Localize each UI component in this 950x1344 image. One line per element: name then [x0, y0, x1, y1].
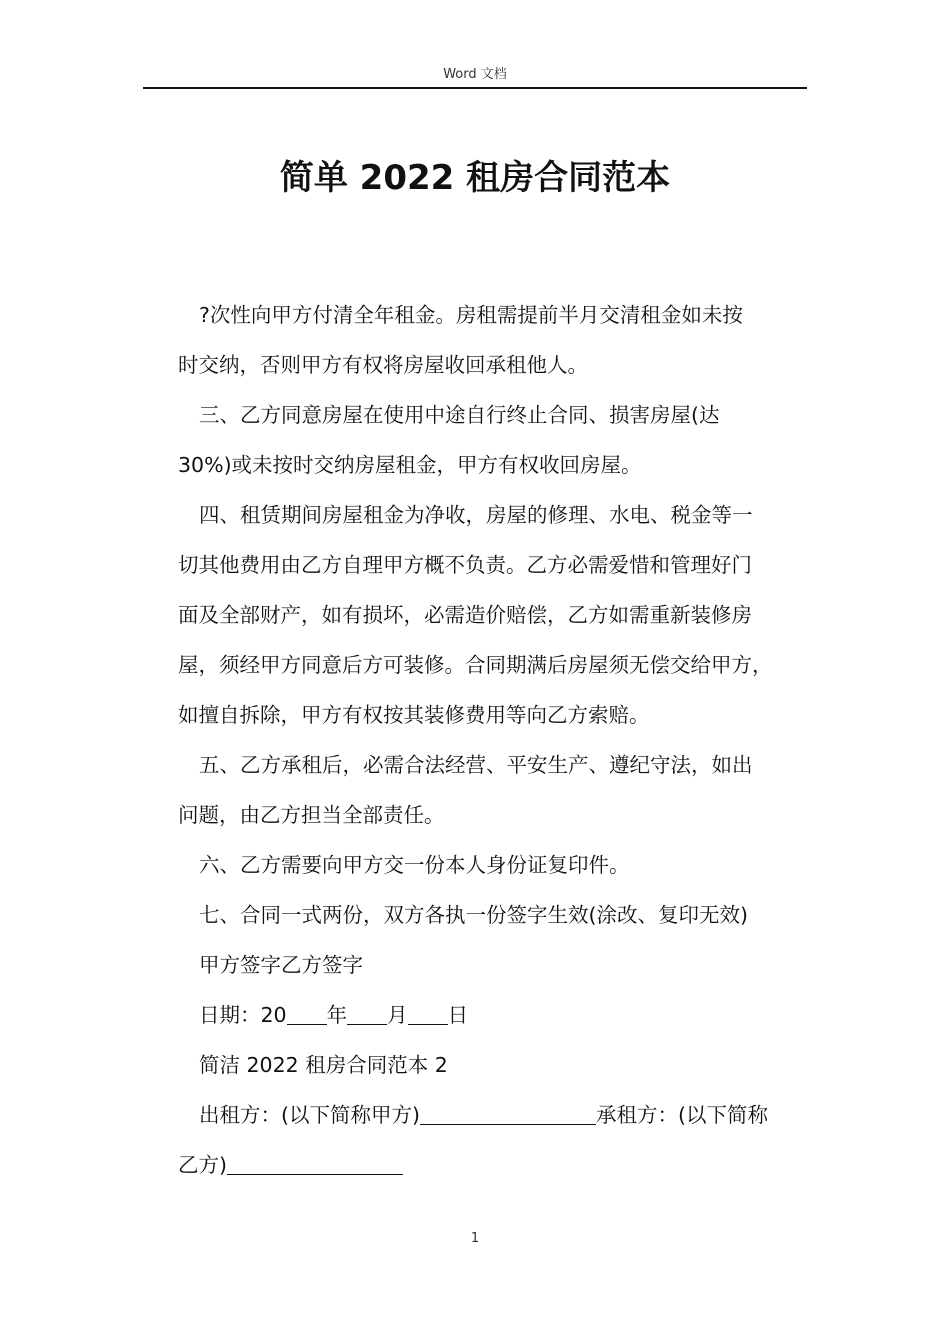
paragraph-clause-4	[178, 490, 818, 740]
page-number: 1	[470, 1231, 480, 1246]
signature-line	[178, 940, 818, 990]
text-line: 面及全部财产，如有损坏，必需造价赔偿，乙方如需重新装修房	[178, 603, 752, 627]
month-blank	[347, 1004, 387, 1025]
paragraph-payment	[178, 290, 818, 390]
date-prefix: 日期：20	[199, 1003, 287, 1027]
text-line: 屋，须经甲方同意后方可装修。合同期满后房屋须无偿交给甲方，	[178, 653, 773, 677]
text-line: 切其他费用由乙方自理甲方概不负责。乙方必需爱惜和管理好门	[178, 553, 752, 577]
text-line: 问题，由乙方担当全部责任。	[178, 803, 445, 827]
text-line: 简洁 2022 租房合同范本 2	[199, 1053, 448, 1077]
text-line: 30%)或未按时交纳房屋租金，甲方有权收回房屋。	[178, 453, 642, 477]
year-blank	[287, 1004, 327, 1025]
date-line	[178, 990, 818, 1040]
section-heading-2	[178, 1040, 818, 1090]
paragraph-clause-6	[178, 840, 818, 890]
parties-paragraph	[178, 1090, 818, 1190]
text-line: 五、乙方承租后，必需合法经营、平安生产、遵纪守法，如出	[199, 753, 753, 777]
text-line: 七、合同一式两份，双方各执一份签字生效(涂改、复印无效)	[199, 903, 748, 927]
paragraph-clause-5	[178, 740, 818, 840]
text-line: ?次性向甲方付清全年租金。房租需提前半月交清租金如未按	[199, 303, 743, 327]
lessee-label-cont: 乙方)	[178, 1153, 227, 1177]
date-day-label: 日	[447, 1003, 469, 1027]
document-title: 简单 2022 租房合同范本	[279, 158, 671, 198]
header-divider	[143, 87, 807, 89]
paragraph-clause-7	[178, 890, 818, 940]
text-line: 时交纳，否则甲方有权将房屋收回承租他人。	[178, 353, 588, 377]
day-blank	[408, 1004, 448, 1025]
paragraph-clause-3	[178, 390, 818, 490]
text-line: 甲方签字乙方签字	[199, 953, 363, 977]
document-body	[178, 290, 818, 1190]
text-line: 四、租赁期间房屋租金为净收，房屋的修理、水电、税金等一	[199, 503, 753, 527]
lessee-label: 承租方：(以下简称	[596, 1103, 768, 1127]
date-year-label: 年	[326, 1003, 348, 1027]
date-field	[178, 990, 818, 1040]
lessor-label: 出租方：(以下简称甲方)	[199, 1103, 420, 1127]
page-header-label: Word 文档	[443, 67, 507, 82]
text-line: 六、乙方需要向甲方交一份本人身份证复印件。	[199, 853, 630, 877]
lessee-blank	[227, 1154, 403, 1175]
text-line: 如擅自拆除，甲方有权按其装修费用等向乙方索赔。	[178, 703, 650, 727]
text-line: 三、乙方同意房屋在使用中途自行终止合同、损害房屋(达	[199, 403, 720, 427]
lessor-blank	[420, 1104, 596, 1125]
text-line	[178, 1140, 818, 1190]
text-line	[178, 1090, 818, 1140]
date-month-label: 月	[387, 1003, 408, 1027]
